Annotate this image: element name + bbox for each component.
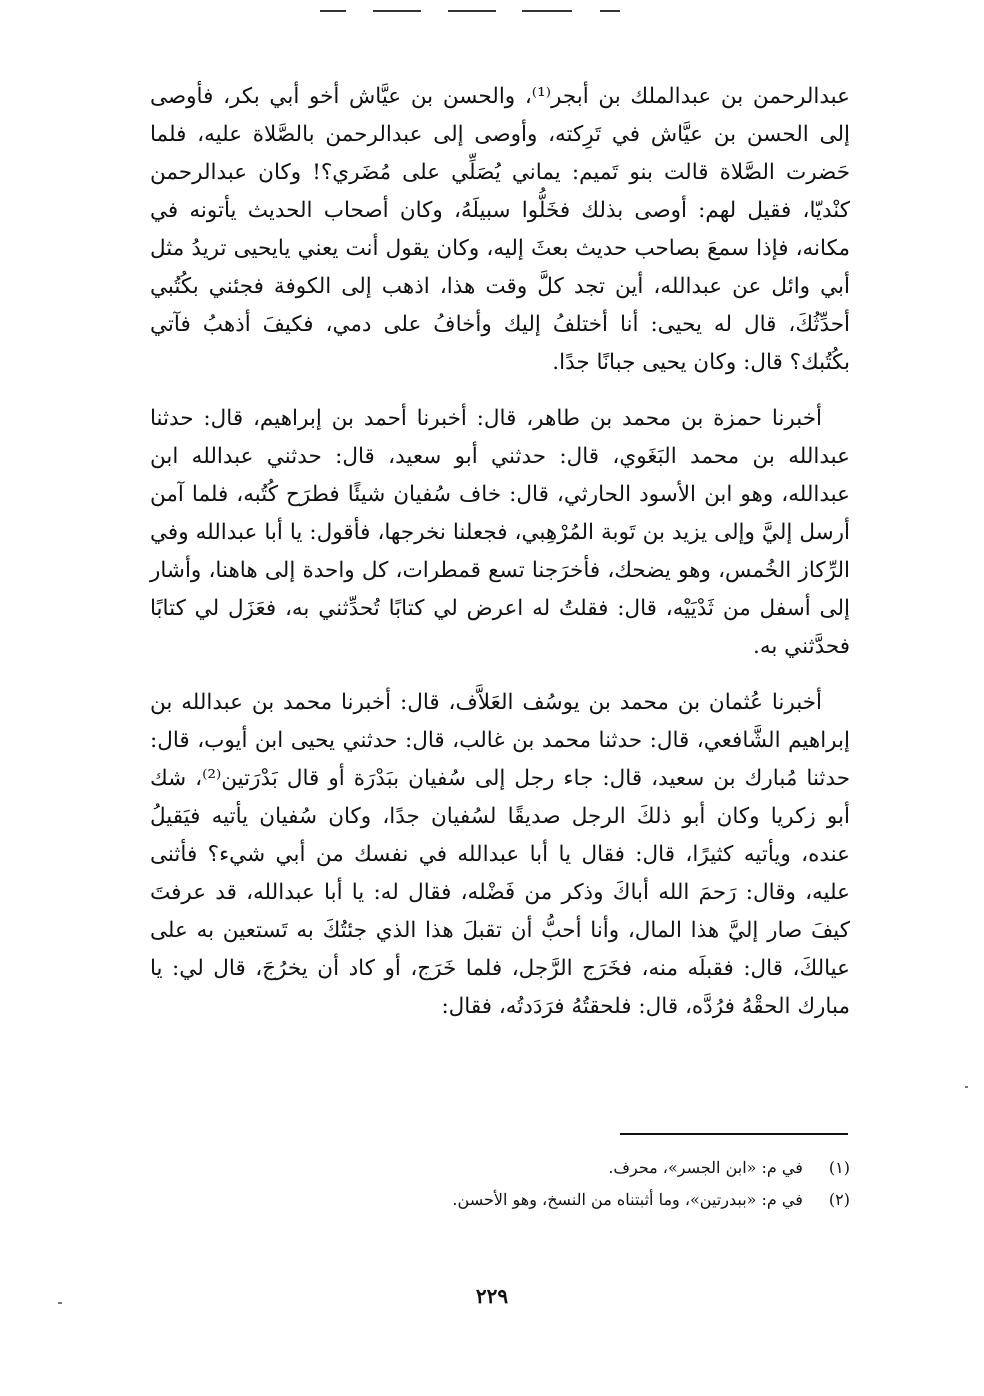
- scan-speck: [965, 1086, 968, 1088]
- scan-artifact-line: [600, 10, 620, 12]
- page-number: ٢٢٩: [475, 1284, 509, 1308]
- body-text: [150, 78, 850, 1026]
- scan-artifact-line: [448, 10, 496, 12]
- footnote: [150, 1184, 850, 1216]
- footnote-number: (٢): [828, 1190, 850, 1209]
- footnote-number: (١): [828, 1158, 850, 1177]
- footnote-text: في م: «ابن الجسر»، محرف.: [608, 1158, 803, 1177]
- paragraph: أخبرنا عُثمان بن محمد بن يوسُف العَلاَّف، قال: أخبرنا محمد بن عبدالله بن إبراهيم الشَّافعي، قال: حدثنا محمد بن غالب، قال: حدثني يحيى ابن أيوب، قال: حدثنا مُبارك بن سعيد، قال: جاء رجل إلى سُفيان ببَدْرَة أو قال بَدْرَتين⁽²⁾، شك أبو زكريا وكان أبو ذلكَ الرجل صديقًا لسُفيان جدًا، وكان سُفيان يأتيه فيَقيلُ عنده، ويأتيه كثيرًا، قال: فقال يا أبا عبدالله في نفسك من أبي شيء؟ فأثنى عليه، وقال: رَحمَ الله أباكَ وذكر من فَضْله، فقال له: يا أبا عبدالله، قد عرفتَ كيفَ صار إليَّ هذا المال، وأنا أحبُّ أن تقبلَ هذا الذي جئتُكَ به تَستعين به على عيالكَ، قال: فقبلَه منه، فخَرَج الرَّجل، فلما خَرَج، أو كاد أن يخرُجَ، قال لي: يا مبارك الحقْهُ فرُدَّه، قال: فلحقتُهُ فرَدَدتُه، فقال:: [150, 690, 850, 1019]
- footnotes: [150, 1152, 850, 1216]
- footnote: [150, 1152, 850, 1184]
- footnote-text: في م: «ببدرتين»، وما أثبتناه من النسخ، وهو الأحسن.: [452, 1190, 803, 1209]
- scan-speck: [58, 1302, 62, 1304]
- paragraph: أخبرنا حمزة بن محمد بن طاهر، قال: أخبرنا أحمد بن إبراهيم، قال: حدثنا عبدالله بن محمد البَغَوي، قال: حدثني أبو سعيد، قال: حدثني عبدالله ابن عبدالله، وهو ابن الأسود الحارثي، قال: خاف سُفيان شيئًا فطرَح كُتُبه، فلما آمن أرسل إليَّ وإلى يزيد بن تَوبة المُرْهِبي، فجعلنا نخرجها، فأقول: يا أبا عبدالله وفي الرِّكاز الخُمس، وهو يضحك، فأخرَجنا تسع قمطرات، كل واحدة إلى هاهنا، وأشار إلى أسفل من ثَدْيَيْه، قال: فقلتُ له اعرض لي كتابًا تُحدِّثني به، فعَزَل لي كتابًا فحدَّثني به.: [150, 406, 850, 659]
- scan-artifact-line: [373, 10, 421, 12]
- scan-artifact-line: [320, 10, 346, 12]
- scan-artifact-line: [522, 10, 572, 12]
- footnote-separator: [620, 1133, 848, 1135]
- paragraph: عبدالرحمن بن عبدالملك بن أبجر⁽¹⁾، والحسن بن عيَّاش أخو أبي بكر، فأوصى إلى الحسن بن عيَّاش في تَرِكته، وأوصى إلى عبدالرحمن بالصَّلاة عليه، فلما حَضرت الصَّلاة قالت بنو تَميم: يماني يُصَلِّي على مُضَري؟! وكان عبدالرحمن كنْديّا، فقيل لهم: أوصى بذلك فخَلُّوا سبيلَهُ، وكان أصحاب الحديث يأتونه في مكانه، فإذا سمعَ بصاحب حديث بعثَ إليه، وكان يقول أنت يعني يايحيى تريدُ مثل أبي وائل عن عبدالله، أين تجد كلَّ وقت هذا، اذهب إلى الكوفة فجئني بكُتُبي أحدِّثُكَ، قال له يحيى: أنا أختلفُ إليك وأخافُ على دمي، فكيفَ أذهبُ فآتي بكُتُبك؟ قال: وكان يحيى جبانًا جدًا.: [150, 84, 850, 375]
